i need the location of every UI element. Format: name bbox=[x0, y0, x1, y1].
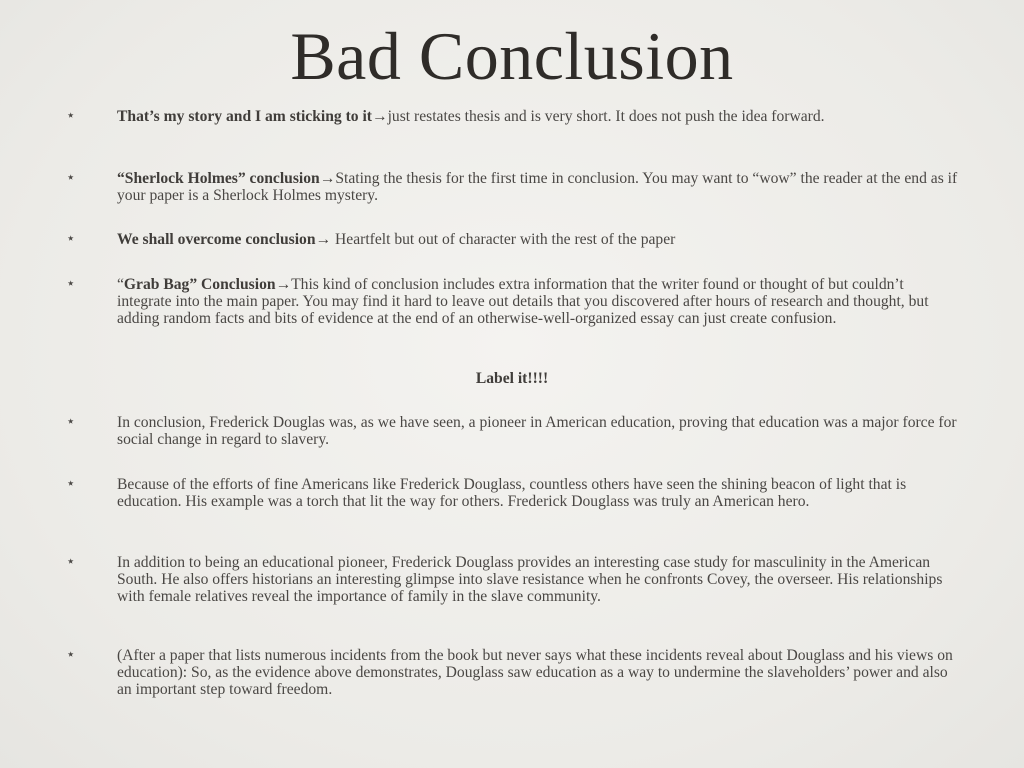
item-body: just restates thesis and is very short. It does not push the idea forward. bbox=[387, 108, 825, 125]
item-prefix: “ bbox=[117, 276, 124, 293]
item-body: This kind of conclusion includes extra information that the writer found or thought of but couldn’t integrate into the main paper. You may find it hard to leave out details that you discovered after hours of research and thought, but adding random facts and bits of evidence at the end of an otherwise-well-organized essay can just create confusion. bbox=[117, 276, 929, 327]
bullet-star-icon: ⋆ bbox=[66, 554, 76, 570]
label-it-heading: Label it!!!! bbox=[475, 370, 549, 387]
arrow-icon: → bbox=[315, 231, 332, 248]
bullet-star-icon: ⋆ bbox=[66, 414, 76, 430]
bullet-star-icon: ⋆ bbox=[66, 647, 76, 663]
bullet-star-icon: ⋆ bbox=[66, 108, 76, 124]
arrow-icon: → bbox=[372, 108, 388, 125]
example-item-1: In conclusion, Frederick Douglas was, as we have seen, a pioneer in American education, proving that education was a major force for social change in regard to slavery. bbox=[117, 414, 957, 448]
bullet-star-icon: ⋆ bbox=[66, 276, 76, 292]
item-body: Stating the thesis for the first time in conclusion. You may want to “wow” the reader at the end as if your paper is a Sherlock Holmes mystery. bbox=[117, 170, 958, 204]
example-item-3: In addition to being an educational pioneer, Frederick Douglass provides an interesting case study for masculinity in the American South. He also offers historians an interesting glimpse into slave resistance when he confronts Covey, the overseer. His relationships with female relatives reveal the importance of family in the slave community. bbox=[117, 554, 943, 605]
item-lead: That’s my story and I am sticking to it bbox=[117, 108, 372, 125]
item-body: Heartfelt but out of character with the rest of the paper bbox=[331, 231, 676, 248]
bullet-star-icon: ⋆ bbox=[66, 476, 76, 492]
slide-title: Bad Conclusion bbox=[290, 18, 734, 94]
bullet-item-1 bbox=[117, 108, 962, 125]
bullet-item-3 bbox=[117, 231, 962, 248]
arrow-icon: → bbox=[319, 170, 336, 187]
bullet-star-icon: ⋆ bbox=[66, 231, 76, 247]
item-lead: “Sherlock Holmes” conclusion bbox=[117, 170, 320, 187]
item-lead: Grab Bag” Conclusion bbox=[123, 276, 276, 293]
example-item-4: (After a paper that lists numerous incidents from the book but never says what these incidents reveal about Douglass and his views on education): So, as the evidence above demonstrates, Douglass saw education as a way to undermine the slaveholders’ power and also an important step toward freedom. bbox=[117, 647, 953, 698]
arrow-icon: → bbox=[275, 276, 292, 293]
example-item-2: Because of the efforts of fine Americans like Frederick Douglass, countless others have seen the shining beacon of light that is education. His example was a torch that lit the way for others. Frederick Douglass was truly an American hero. bbox=[117, 476, 907, 510]
bullet-item-4 bbox=[117, 276, 962, 327]
bullet-item-2 bbox=[117, 170, 962, 204]
item-lead: We shall overcome conclusion bbox=[117, 231, 316, 248]
bullet-star-icon: ⋆ bbox=[66, 170, 76, 186]
